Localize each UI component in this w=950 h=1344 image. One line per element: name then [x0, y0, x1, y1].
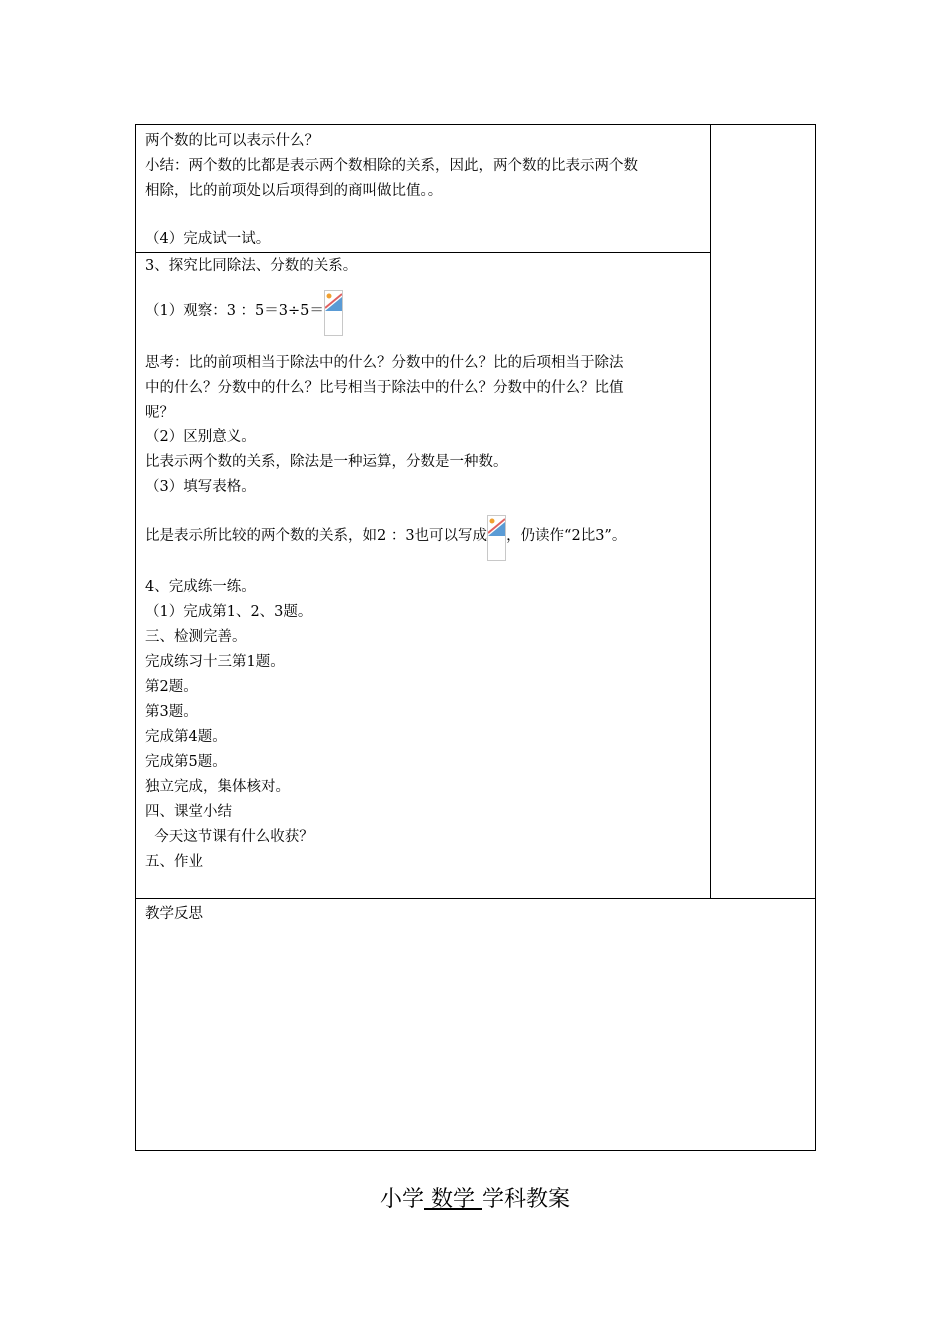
- lesson-table: [135, 124, 816, 1151]
- text-line: 比表示两个数的关系，除法是一种运算，分数是一种数。: [145, 454, 508, 470]
- text-line: （2）区别意义。: [145, 429, 256, 445]
- text-line: 完成第5题。: [145, 754, 227, 770]
- column-divider: [710, 125, 711, 898]
- text-line: （3）填写表格。: [145, 479, 256, 495]
- text-line: 两个数的比可以表示什么？: [145, 133, 319, 149]
- text-line: 4、完成练一练。: [145, 579, 256, 595]
- text-line: 相除，比的前项处以后项得到的商叫做比值。。: [145, 183, 443, 199]
- observe-line: [145, 286, 343, 336]
- row-divider-1: [136, 252, 710, 253]
- text-line: 第3题。: [145, 704, 198, 720]
- text-line: 五、作业: [145, 854, 203, 870]
- text-line: （4）完成试一试。: [145, 231, 271, 247]
- row-divider-2: [136, 898, 815, 899]
- observe-text: （1）观察：3 ：5＝3÷5＝: [145, 303, 324, 319]
- text-line: （1）完成第1、2、3题。: [145, 604, 313, 620]
- text-line: 完成练习十三第1题。: [145, 654, 285, 670]
- document-footer-title: [0, 1182, 950, 1213]
- text-line: 小结：两个数的比都是表示两个数相除的关系，因此，两个数的比表示两个数: [145, 158, 638, 174]
- fraction-image-icon: [487, 515, 506, 561]
- footer-subject: 数学: [424, 1187, 482, 1212]
- footer-suffix: 学科教案: [482, 1187, 571, 1212]
- text-line: 四、课堂小结: [145, 804, 232, 820]
- ratio-text-after: ，仍读作“2比3”。: [506, 528, 627, 544]
- text-line: 第2题。: [145, 679, 198, 695]
- think-line: 呢？: [145, 405, 174, 421]
- text-line: 完成第4题。: [145, 729, 227, 745]
- ratio-text-before: 比是表示所比较的两个数的关系，如2 ：3也可以写成: [145, 528, 488, 544]
- footer-prefix: 小学: [379, 1187, 424, 1212]
- think-line: 思考：比的前项相当于除法中的什么？分数中的什么？比的后项相当于除法: [145, 355, 624, 371]
- fraction-image-icon: [324, 290, 343, 336]
- ratio-line: [145, 511, 626, 561]
- think-line: 中的什么？分数中的什么？比号相当于除法中的什么？分数中的什么？比值: [145, 380, 624, 396]
- text-line: 三、检测完善。: [145, 629, 247, 645]
- text-line: 独立完成，集体核对。: [145, 779, 290, 795]
- text-line: 今天这节课有什么收获？: [145, 829, 314, 845]
- reflection-label: 教学反思: [145, 906, 203, 922]
- section-title: 3、探究比同除法、分数的关系。: [145, 258, 358, 274]
